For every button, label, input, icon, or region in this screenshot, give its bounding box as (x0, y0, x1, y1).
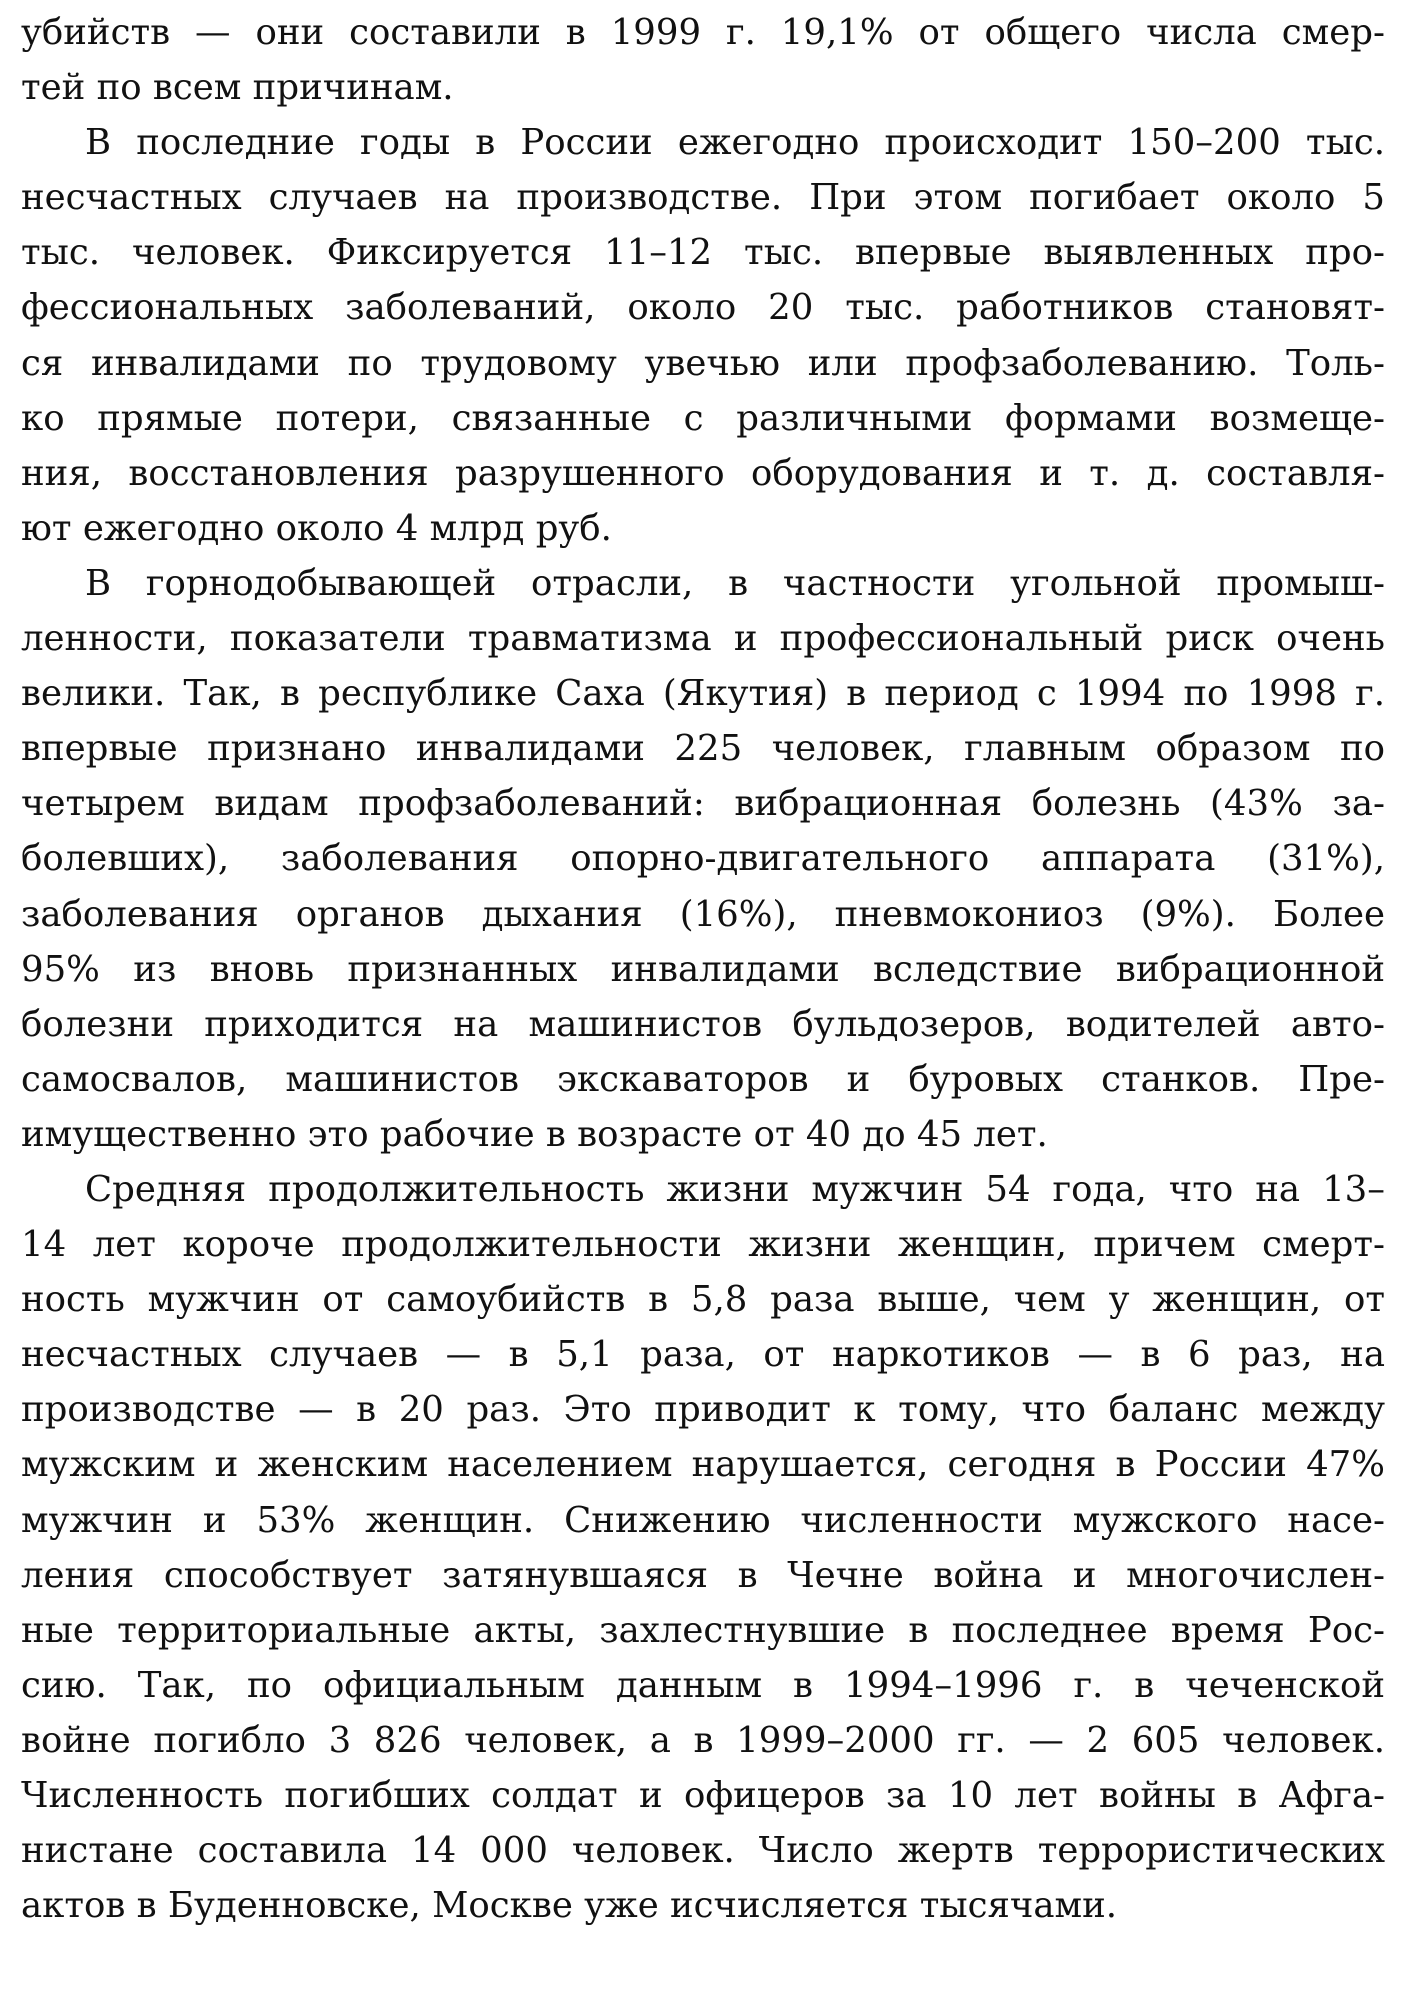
text-line: ния, восстановления разрушенного оборудования и т. д. составля- (21, 452, 1385, 494)
text-line: мужчин и 53% женщин. Снижению численности мужского насе- (21, 1499, 1385, 1541)
text-line: фессиональных заболеваний, около 20 тыс. работников становят- (21, 287, 1385, 329)
text-line: самосвалов, машинистов экскаваторов и буровых станков. Пре- (21, 1058, 1385, 1100)
text-line: ся инвалидами по трудовому увечью или профзаболеванию. Толь- (21, 342, 1385, 384)
text-line: В горнодобывающей отрасли, в частности угольной промыш- (85, 562, 1385, 604)
text-line: велики. Так, в республике Саха (Якутия) в период с 1994 по 1998 г. (21, 673, 1385, 715)
paragraph-2 (21, 115, 1385, 556)
paragraph-1 (21, 5, 1385, 115)
paragraph-3 (21, 556, 1385, 1162)
text-line: болевших), заболевания опорно-двигательного аппарата (31%), (21, 838, 1385, 880)
text-line: Численность погибших солдат и офицеров за 10 лет войны в Афга- (21, 1775, 1385, 1816)
document-page (21, 5, 1385, 1933)
text-line: войне погибло 3 826 человек, а в 1999–2000 гг. — 2 605 человек. (21, 1719, 1385, 1761)
text-line: имущественно это рабочие в возрасте от 40 до 45 лет. (21, 1113, 1048, 1155)
text-line: убийств — они составили в 1999 г. 19,1% от общего числа смер- (21, 12, 1385, 53)
paragraph-4 (21, 1162, 1385, 1933)
text-line: актов в Буденновске, Москве уже исчисляется тысячами. (21, 1885, 1118, 1927)
text-line: ленности, показатели травматизма и профессиональный риск очень (21, 618, 1385, 660)
text-line: ют ежегодно около 4 млрд руб. (21, 507, 612, 549)
text-line: 95% из вновь признанных инвалидами вследствие вибрационной (21, 948, 1385, 990)
text-line: нистане составила 14 000 человек. Число жертв террористических (21, 1830, 1385, 1872)
text-line: сию. Так, по официальным данным в 1994–1996 г. в чеченской (21, 1664, 1385, 1706)
text-line: четырем видам профзаболеваний: вибрационная болезнь (43% за- (21, 783, 1385, 825)
text-line: 14 лет короче продолжительности жизни женщин, причем смерт- (21, 1224, 1385, 1266)
text-line: Средняя продолжительность жизни мужчин 54 года, что на 13– (85, 1168, 1385, 1210)
text-line: ко прямые потери, связанные с различными формами возмеще- (21, 397, 1385, 439)
text-line: ность мужчин от самоубийств в 5,8 раза выше, чем у женщин, от (21, 1279, 1385, 1321)
text-line: мужским и женским населением нарушается, сегодня в России 47% (21, 1444, 1385, 1486)
text-line: производстве — в 20 раз. Это приводит к тому, что баланс между (21, 1389, 1385, 1431)
text-line: впервые признано инвалидами 225 человек, главным образом по (21, 728, 1385, 770)
text-line: заболевания органов дыхания (16%), пневмокониоз (9%). Более (21, 893, 1385, 935)
text-line: ления способствует затянувшаяся в Чечне война и многочислен- (21, 1554, 1385, 1596)
text-line: несчастных случаев — в 5,1 раза, от наркотиков — в 6 раз, на (21, 1334, 1385, 1376)
text-line: несчастных случаев на производстве. При этом погибает около 5 (21, 177, 1385, 219)
text-line: В последние годы в России ежегодно происходит 150–200 тыс. (85, 122, 1385, 164)
text-line: ные территориальные акты, захлестнувшие в последнее время Рос- (21, 1609, 1385, 1651)
text-line: болезни приходится на машинистов бульдозеров, водителей авто- (21, 1003, 1385, 1045)
text-line: тей по всем причинам. (21, 67, 454, 109)
text-line: тыс. человек. Фиксируется 11–12 тыс. впервые выявленных про- (21, 232, 1385, 274)
